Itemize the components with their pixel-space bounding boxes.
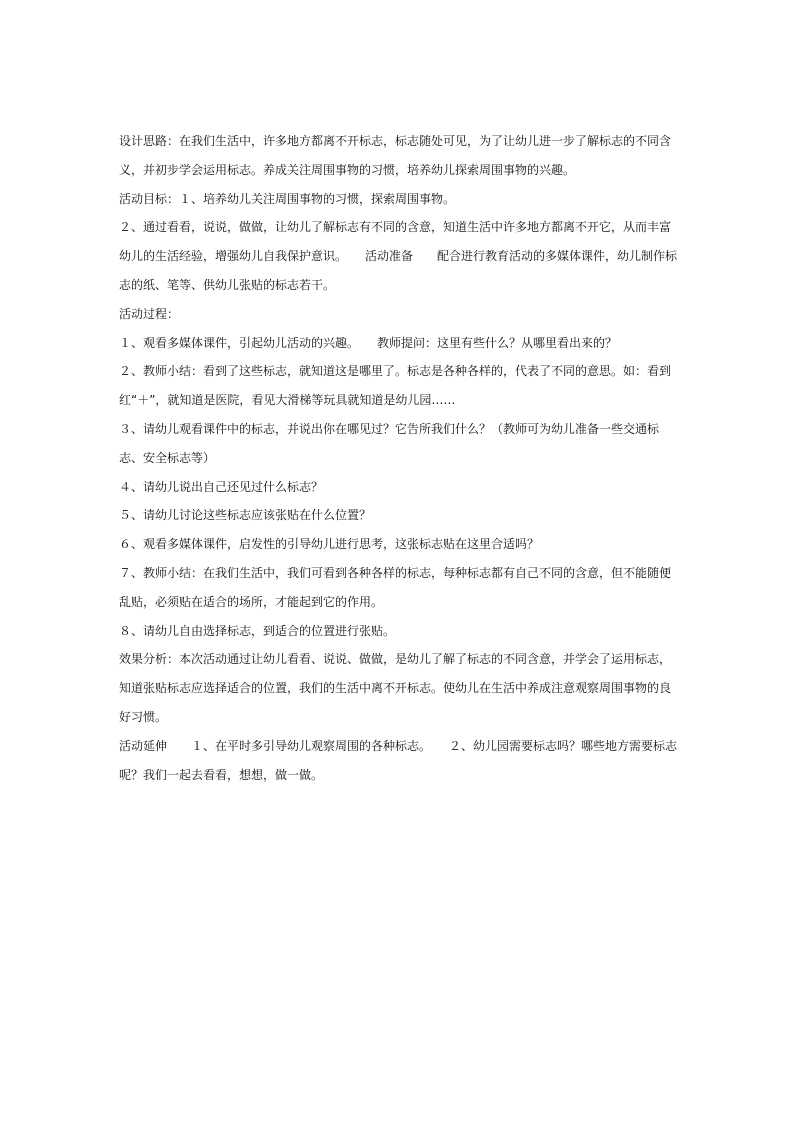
document-body (119, 127, 679, 789)
paragraph-goal-2-preparation: ２、通过看看，说说，做做，让幼儿了解标志有不同的含意，知道生活中许多地方都离不开它，从而丰富幼儿的生活经验，增强幼儿自我保护意识。 活动准备 配合进行教育活动的多媒体课件，幼儿制作标志的纸、笔等、供幼儿张贴的标志若干。 (119, 220, 678, 292)
paragraph-process-heading: 活动过程： (119, 306, 180, 321)
paragraph-step-4: ４、请幼儿说出自己还见过什么标志？ (119, 479, 324, 494)
paragraph-step-5: ５、请幼儿讨论这些标志应该张贴在什么位置？ (119, 508, 372, 523)
paragraph-activity-extension: 活动延伸 １、在平时多引导幼儿观察周围的各种标志。 ２、幼儿园需要标志吗？哪些地方需要标志呢？我们一起去看看，想想，做一做。 (119, 738, 678, 782)
paragraph-activity-goal: 活动目标：１、培养幼儿关注周围事物的习惯，探索周围事物。 (119, 191, 456, 206)
paragraph-design-idea: 设计思路：在我们生活中，许多地方都离不开标志，标志随处可见，为了让幼儿进一步了解标志的不同含义，并初步学会运用标志。养成关注周围事物的习惯，培养幼儿探索周围事物的兴趣。 (119, 134, 672, 177)
paragraph-step-6: ６、观看多媒体课件，启发性的引导幼儿进行思考，这张标志贴在这里合适吗？ (119, 537, 540, 552)
paragraph-step-3: ３、请幼儿观看课件中的标志，并说出你在哪见过？它告所我们什么？（教师可为幼儿准备一些交通标志、安全标志等） (119, 421, 660, 465)
paragraph-step-1: １、观看多媒体课件，引起幼儿活动的兴趣。 教师提问：这里有些什么？从哪里看出来的？ (119, 335, 618, 350)
paragraph-step-7: ７、教师小结：在我们生活中，我们可看到各种各样的标志，每种标志都有自己不同的含意，但不能随便乱贴，必须贴在适合的场所，才能起到它的作用。 (119, 565, 672, 609)
paragraph-effect-analysis: 效果分析：本次活动通过让幼儿看看、说说、做做，是幼儿了解了标志的不同含意，并学会了运用标志，知道张贴标志应选择适合的位置，我们的生活中离不开标志。使幼儿在生活中养成注意观察周围事物的良好习惯。 (119, 652, 672, 724)
paragraph-step-2: ２、教师小结：看到了这些标志，就知道这是哪里了。标志是各种各样的，代表了不同的意思。如：看到红“＋”，就知道是医院，看见大滑梯等玩具就知道是幼儿园…… (119, 364, 672, 408)
paragraph-step-8: ８、请幼儿自由选择标志，到适合的位置进行张贴。 (119, 623, 396, 638)
